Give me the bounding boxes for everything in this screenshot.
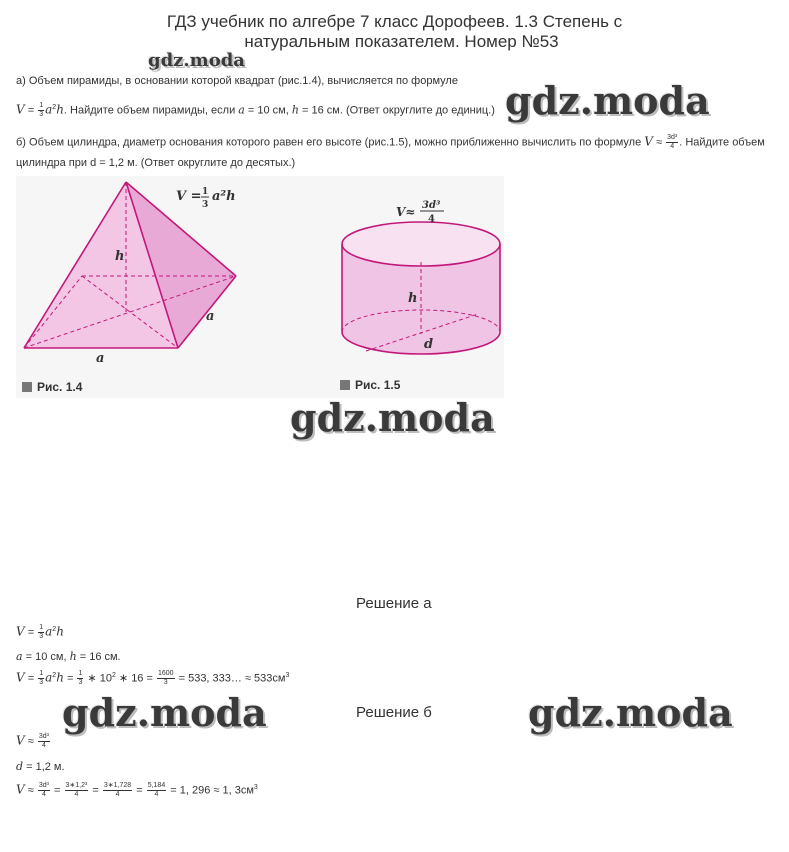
- caption-square-icon: [22, 382, 32, 392]
- solution-a-line1: V = $\frac{1}{3}$ $a^2h$: [16, 624, 64, 640]
- cylinder-formula: V≈: [396, 205, 416, 219]
- pyramid-a-bottom-label: a: [96, 351, 105, 366]
- solution-b-heading: Решение б: [356, 704, 432, 721]
- figures-svg: [16, 176, 504, 398]
- caption-fig-1-5: Рис. 1.5: [340, 378, 400, 392]
- solution-b-line3: V ≈ $\frac{\text{3d³}}{4}$ = $\frac{\text{3∗1,2³}}{4}$ = $\frac{3∗1,728}{4}$ = $\frac{5,184}{4}$ = 1, 296 ≈ 1, $3см^3$: [16, 782, 258, 798]
- watermark-top-right: gdz.moda: [505, 78, 710, 123]
- caption-square-icon: [340, 380, 350, 390]
- problem-a-line1: а) Объем пирамиды, в основании которой квадрат (рис.1.4), вычисляется по формуле: [16, 75, 458, 87]
- page-title: [0, 12, 789, 52]
- svg-text:4: 4: [428, 214, 435, 225]
- watermark-middle: gdz.moda: [290, 395, 495, 440]
- solution-b-line1: V ≈ $\frac{\text{3d³}}{4}$: [16, 733, 49, 749]
- page-title-line2: натуральным показателем. Номер №53: [244, 32, 559, 51]
- svg-text:a²h: a²h: [212, 189, 236, 204]
- watermark-bottom-left: gdz.moda: [62, 690, 267, 735]
- problem-a-line2: V = $\frac{1}{3}$ $a^2h$. Найдите объем пирамиды, если a = 10 см, h = 16 см. (Ответ округлите до единиц.): [16, 102, 495, 118]
- svg-text:1: 1: [202, 187, 209, 197]
- watermark-small: gdz.moda: [148, 50, 245, 71]
- svg-text:3: 3: [202, 200, 209, 210]
- watermark-bottom-right: gdz.moda: [528, 690, 733, 735]
- pyramid-figure: [24, 182, 236, 366]
- solution-b-line2: d = 1,2 м.: [16, 760, 65, 773]
- page-title-line1: ГДЗ учебник по алгебре 7 класс Дорофеев. 1.3 Степень с: [166, 12, 623, 31]
- pyramid-h-label: h: [115, 249, 125, 264]
- pyramid-formula: V =: [176, 189, 202, 204]
- problem-b-line2: цилиндра при d = 1,2 м. (Ответ округлите до десятых.): [16, 157, 296, 169]
- cylinder-d-label: d: [424, 337, 434, 352]
- cylinder-h-label: h: [408, 291, 418, 306]
- solution-a-line3: V = $\frac{1}{3}$ $a^2h$ = $\frac{1}{3}$ ∗ $10^2$ ∗ 16 = $\frac{1600}{3}$ = 533, 333… ≈ $533см^3$: [16, 670, 290, 686]
- caption-fig-1-4: Рис. 1.4: [22, 380, 82, 394]
- svg-text:3d³: 3d³: [422, 200, 441, 211]
- solution-a-heading: Решение а: [356, 595, 432, 612]
- figure-panel: [16, 176, 504, 398]
- problem-b-line1: б) Объем цилиндра, диаметр основания которого равен его высоте (рис.1.5), можно приближенно вычислить по формуле V ≈ $\frac{\text{3d³}}{4}$ . Найдите объем: [16, 134, 765, 150]
- solution-a-line2: a = 10 см, h = 16 см.: [16, 650, 121, 663]
- cylinder-figure: [342, 200, 500, 354]
- pyramid-a-right-label: a: [206, 309, 215, 324]
